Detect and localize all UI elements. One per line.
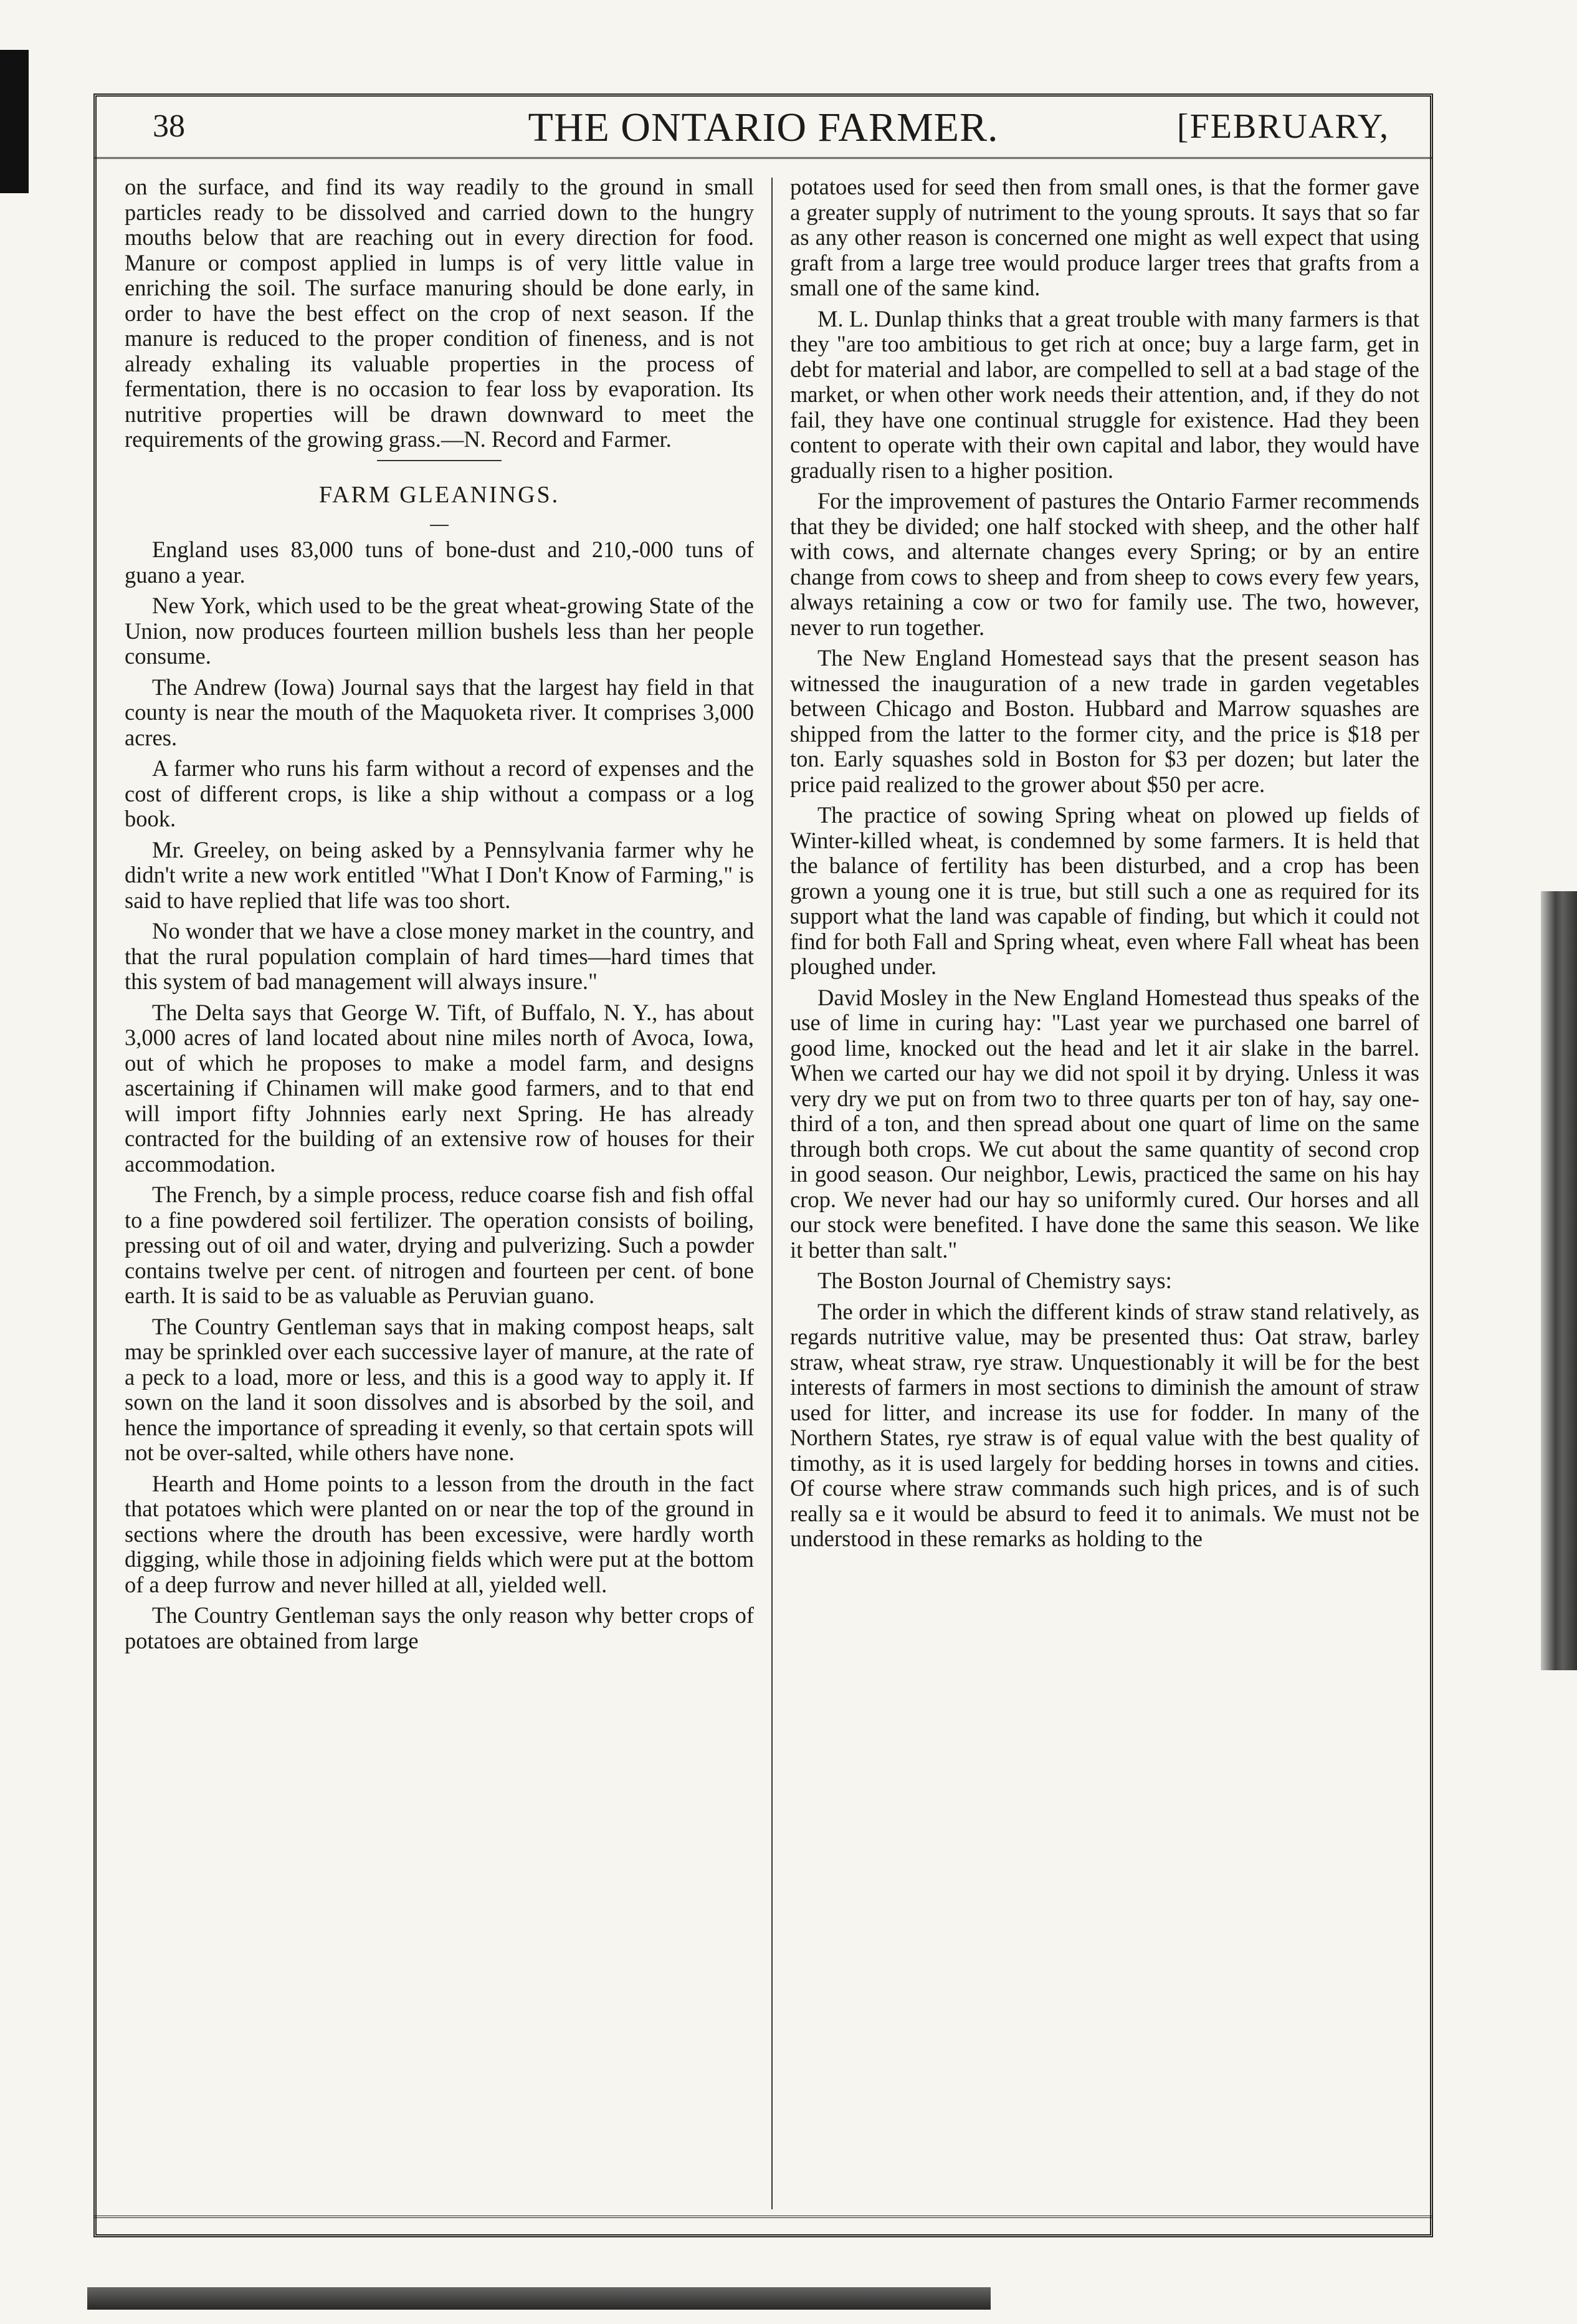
scan-edge-right	[1541, 891, 1577, 1670]
article-paragraph: The French, by a simple process, reduce coarse fish and fish offal to a fine powdered soil fertilizer. The operation consists of boiling, pressing out of oil and water, drying and pulverizing. Such a powder contains twelve per cent. of nitrogen and fourteen per cent. of bone earth. It is said to be as valuable as Peruvian guano.	[125, 1182, 754, 1308]
left-column	[125, 175, 754, 2212]
article-paragraph: England uses 83,000 tuns of bone-dust and 210,-000 tuns of guano a year.	[125, 537, 754, 588]
article-paragraph: The Andrew (Iowa) Journal says that the largest hay field in that county is near the mouth of the Maquoketa river. It comprises 3,000 acres.	[125, 674, 754, 750]
article-paragraph: A farmer who runs his farm without a record of expenses and the cost of different crops, is like a ship without a compass or a log book.	[125, 755, 754, 831]
article-paragraph: No wonder that we have a close money market in the country, and that the rural population complain of hard times—hard times that this system of bad management will always insure."	[125, 918, 754, 994]
article-paragraph: The Delta says that George W. Tift, of Buffalo, N. Y., has about 3,000 acres of land located about nine miles north of Avoca, Iowa, out of which he proposes to make a model farm, and designs ascertaining if Chinamen will make good farmers, and to that end will import fifty Johnnies early next Spring. He has already contracted for the building of an extensive row of houses for their accommodation.	[125, 999, 754, 1177]
article-paragraph: The order in which the different kinds of straw stand relatively, as regards nutritive value, may be presented thus: Oat straw, barley straw, wheat straw, rye straw. Unquestionably it will be for the best interests of farmers in most sections to diminish the amount of straw used for litter, and increase its use for fodder. In many of the Northern States, rye straw is of equal value with the best quality of timothy, as it is used largely for bedding horses in towns and cities. Of course where straw commands such high prices, and is of such really sa e it would be absurd to feed it to animals. We must not be understood in these remarks as holding to the	[790, 1298, 1419, 1551]
article-paragraph: For the improvement of pastures the Ontario Farmer recommends that they be divided; one half stocked with sheep, and the other half with cows, and alternate changes every Spring; or by an entire change from cows to sheep and from sheep to cows every few years, always retaining a cow or two for family use. The two, however, never to run together.	[790, 488, 1419, 640]
issue-month: [FEBRUARY,	[1176, 107, 1389, 146]
page-header	[93, 103, 1433, 159]
article-paragraph: The practice of sowing Spring wheat on plowed up fields of Winter-killed wheat, is condemned by some farmers. It is held that the balance of fertility has been disturbed, and a crop has been grown a young one it is true, but still such a one as required for its support what the land was capable of finding, but which it could not find for both Fall and Spring wheat, even where Fall wheat has been ploughed under.	[790, 802, 1419, 979]
article-paragraph: potatoes used for seed then from small ones, is that the former gave a greater supply of nutriment to the young sprouts. It says that so far as any other reason is concerned one might as well expect that using graft from a large tree would produce larger trees that grafts from a small one of the same kind.	[790, 175, 1419, 300]
journal-title: THE ONTARIO FARMER.	[528, 105, 999, 150]
article-paragraph: David Mosley in the New England Homestead thus speaks of the use of lime in curing hay: "Last year we purchased one barrel of good lime, knocked out the head and let it air slake in the barrel. When we carted our hay we did not spoil it by drying. Unless it was very dry we put on from two to three quarts per ton of hay, say one-third of a ton, and then spread about one quart of lime on the same through both crops. We cut about the same quantity of second crop in good season. Our neighbor, Lewis, practiced the same on his hay crop. We never had our hay so uniformly cured. Our horses and all our stock were benefited. I have done the same this season. We like it better than salt."	[790, 984, 1419, 1263]
article-paragraph: The Country Gentleman says that in making compost heaps, salt may be sprinkled over each successive layer of manure, at the rate of a peck to a load, more or less, and this is a good way to apply it. If sown on the land it soon dissolves and is absorbed by the soil, and hence the importance of spreading it evenly, so that certain spots will not be over-salted, while others have none.	[125, 1313, 754, 1465]
column-rule	[771, 178, 773, 2209]
bottom-rule	[93, 2216, 1433, 2218]
article-paragraph: Hearth and Home points to a lesson from the drouth in the fact that potatoes which were planted on or near the top of the ground in sections where the drouth has been excessive, were hardly worth digging, while those in adjoining fields which were put at the bottom of a deep furrow and never hilled at all, yielded well.	[125, 1470, 754, 1597]
article-paragraph: The Country Gentleman says the only reason why better crops of potatoes are obtained from large	[125, 1602, 754, 1653]
article-paragraph: New York, which used to be the great wheat-growing State of the Union, now produces fourteen million bushels less than her people consume.	[125, 593, 754, 669]
article-paragraph: The Boston Journal of Chemistry says:	[817, 1268, 1172, 1293]
section-divider	[377, 460, 502, 461]
article-paragraph: M. L. Dunlap thinks that a great trouble with many farmers is that they "are too ambitious to get rich at once; buy a large farm, get in debt for material and labor, are compelled to sell at a bad stage of the market, or when other work needs their attention, and, if they do not fail, they have one continual struggle for existence. Had they been content to operate with their own capital and labor, they would have gradually risen to a higher position.	[790, 305, 1419, 483]
article-paragraph: The New England Homestead says that the present season has witnessed the inauguration of a new trade in garden vegetables between Chicago and Boston. Hubbard and Marrow squashes are shipped from the latter to the former city, and the price is $18 per ton. Early squashes sold in Boston for $3 per dozen; but later the price paid realized to the grower about $50 per acre.	[790, 645, 1419, 797]
article-paragraph: on the surface, and find its way readily to the ground in small particles ready to be dissolved and carried down to the hungry mouths below that are reaching out in every direction for food. Manure or compost applied in lumps is of very little value in enriching the soil. The surface manuring should be done early, in order to have the best effect on the crop of next season. If the manure is reduced to the proper condition of fineness, and is not already exhaling its valuable properties in the process of fermentation, there is no occasion to fear loss by evaporation. Its nutritive properties will be drawn downward to meet the requirements of the growing grass.—N. Record and Farmer.	[125, 175, 754, 452]
scan-edge-left	[0, 50, 29, 193]
right-column	[790, 175, 1419, 2212]
heading-underline	[430, 525, 449, 526]
page-number: 38	[153, 108, 185, 144]
article-paragraph: Mr. Greeley, on being asked by a Pennsylvania farmer why he didn't write a new work entitled "What I Don't Know of Farming," is said to have replied that life was too short.	[125, 836, 754, 913]
scan-edge-bottom	[87, 2287, 991, 2310]
section-heading: FARM GLEANINGS.	[318, 481, 560, 508]
